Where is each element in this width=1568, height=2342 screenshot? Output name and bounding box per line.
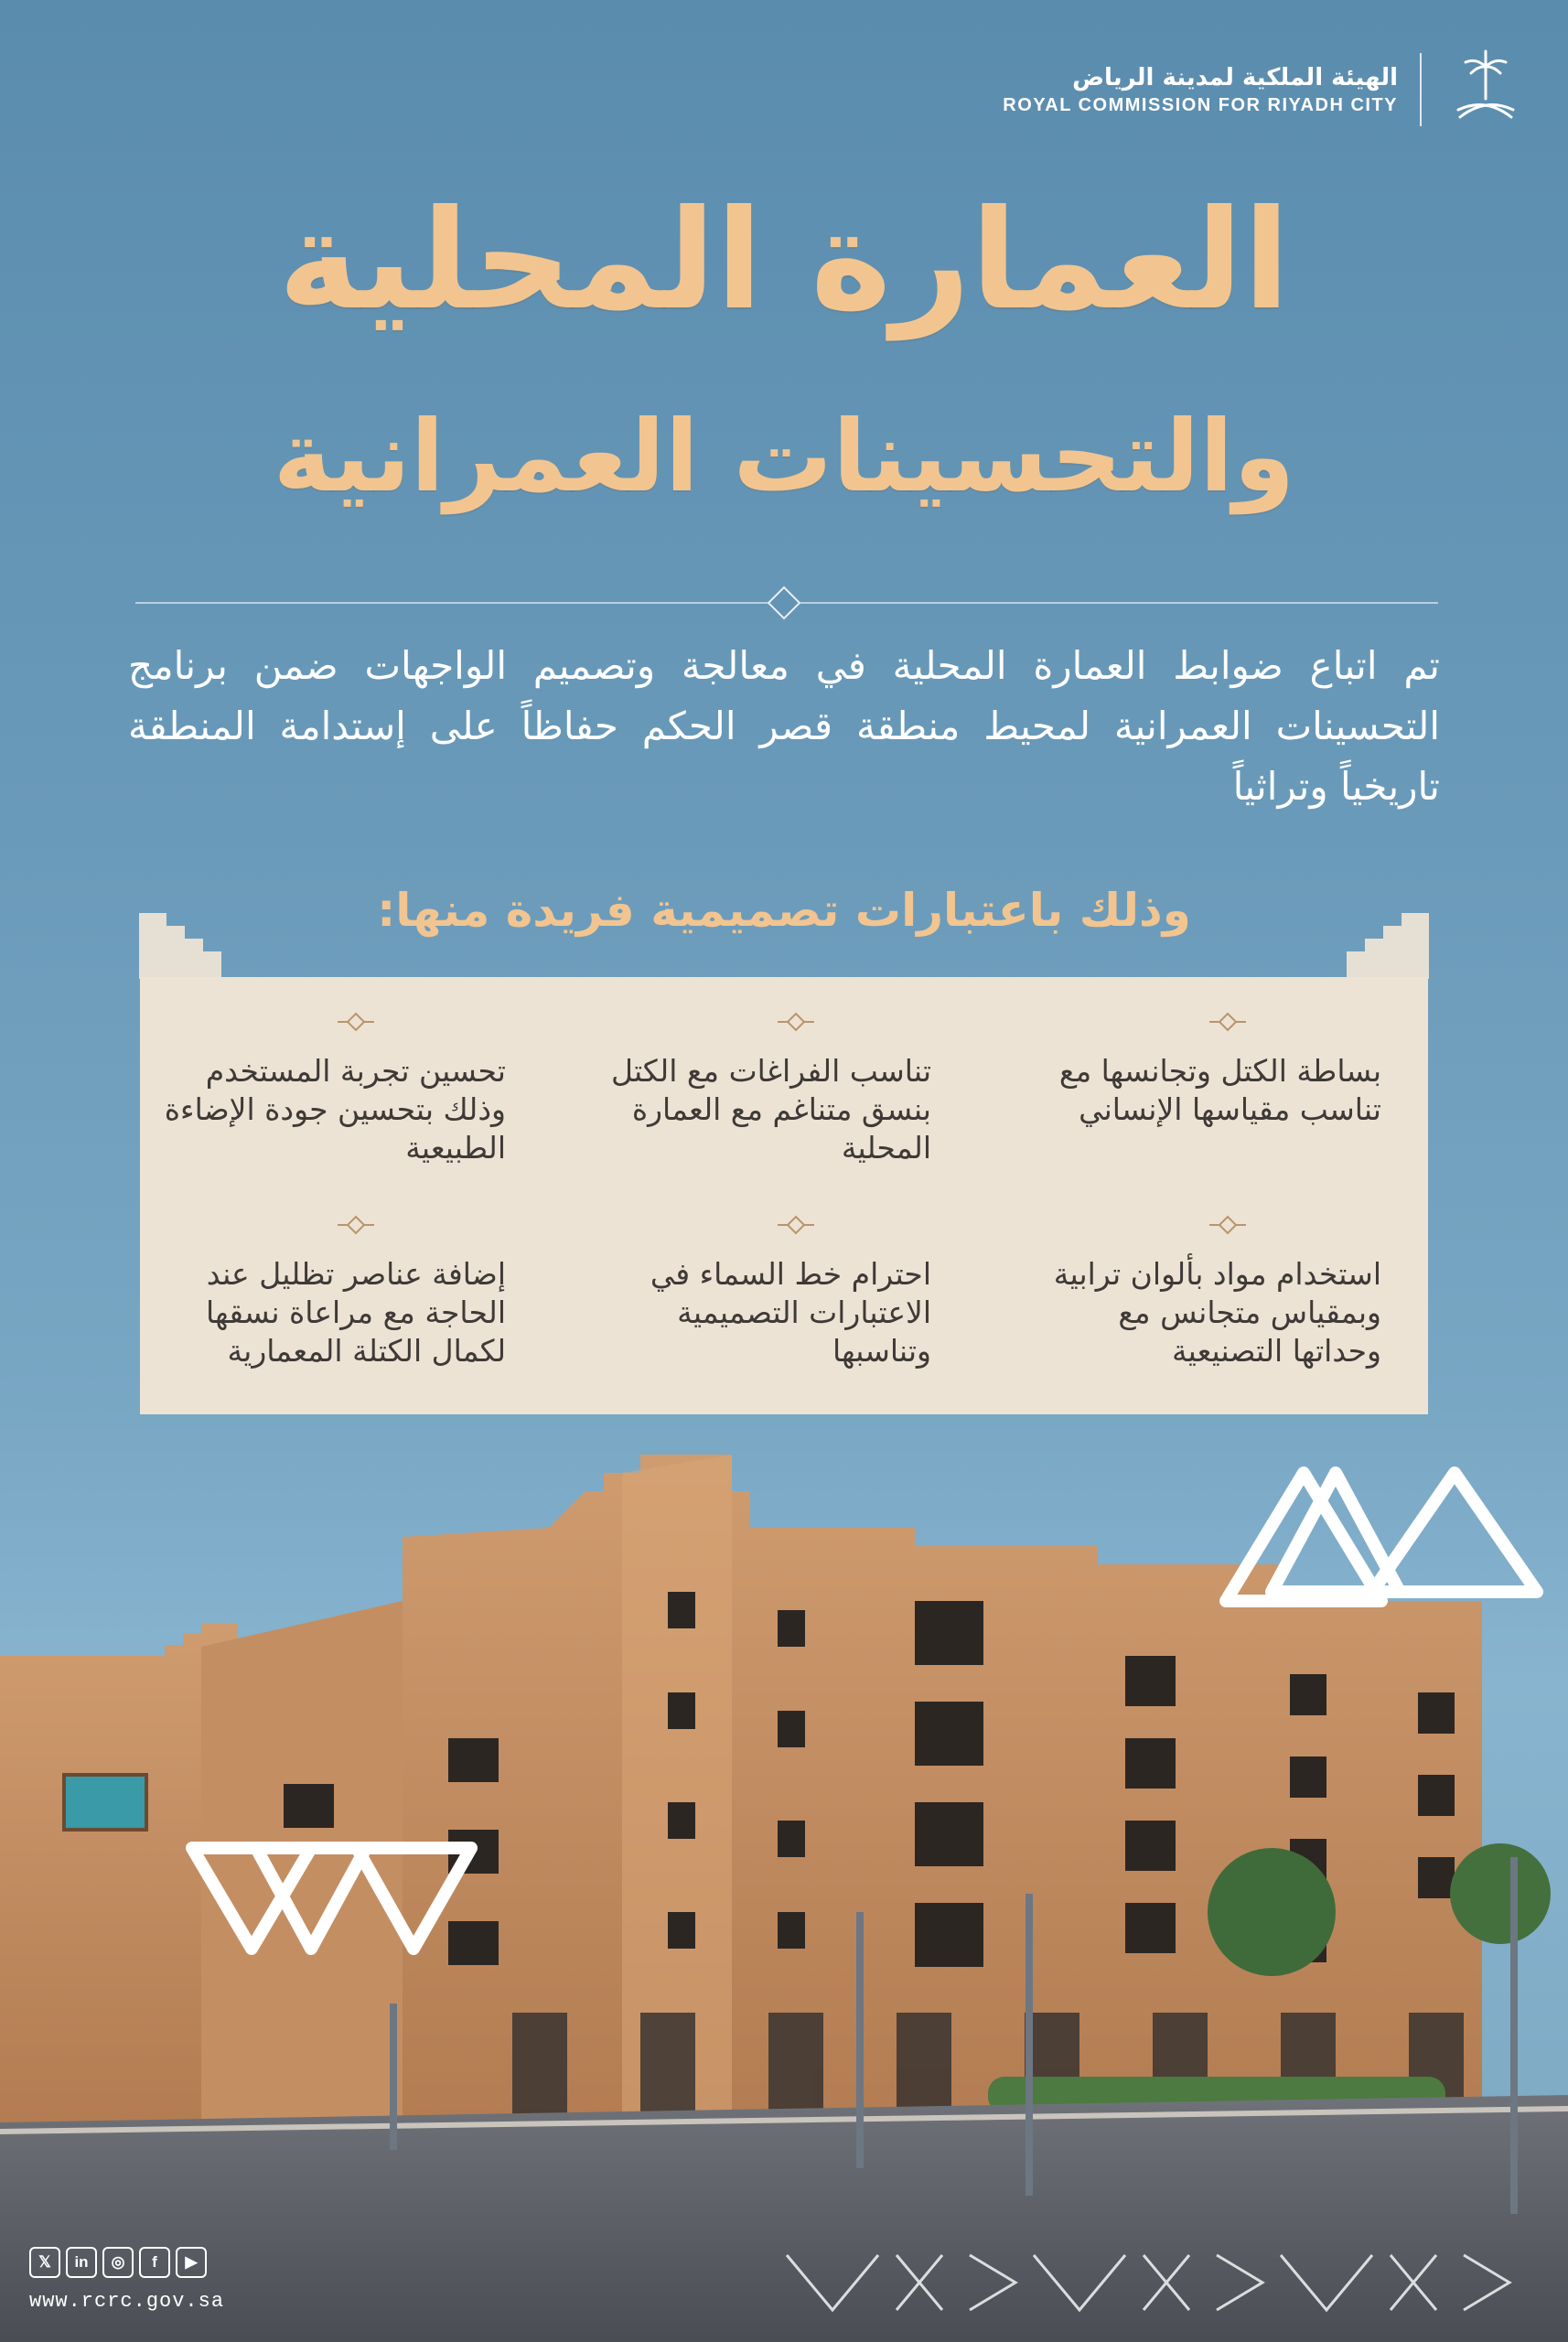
item-diamond-icon: [1209, 1213, 1246, 1237]
facebook-icon[interactable]: f: [139, 2247, 170, 2278]
building-photo: [0, 1436, 1568, 2342]
consideration-item: تناسب الفراغات مع الكتل بنسق متناغم مع العمارة المحلية: [610, 1053, 931, 1166]
item-diamond-icon: [778, 1010, 814, 1034]
org-name-english: ROYAL COMMISSION FOR RIYADH CITY: [1003, 94, 1398, 115]
consideration-item: بساطة الكتل وتجانسها مع تناسب مقياسها الإنساني: [1058, 1053, 1381, 1127]
youtube-icon[interactable]: ▶: [176, 2247, 207, 2278]
item-diamond-icon: [778, 1213, 814, 1237]
consideration-item: إضافة عناصر تظليل عند الحاجة مع مراعاة نسقها لكمال الكتلة المعمارية: [205, 1256, 506, 1369]
intro-paragraph: تم اتباع ضوابط العمارة المحلية في معالجة وتصميم الواجهات ضمن برنامج التحسينات العمرانية لمحيط منطقة قصر الحكم حفاظاً على إستدامة المنطقة تاريخياً وتراثياً: [128, 643, 1440, 809]
consideration-item: احترام خط السماء في الاعتبارات التصميمية وتناسبها: [650, 1256, 931, 1369]
item-diamond-icon: [338, 1010, 374, 1034]
social-icons: [29, 2247, 207, 2278]
item-diamond-icon: [1209, 1010, 1246, 1034]
org-logo: [1003, 44, 1531, 135]
x-icon[interactable]: 𝕏: [29, 2247, 60, 2278]
logo-divider: [1420, 53, 1422, 126]
main-title: العمارة المحلية: [277, 181, 1291, 340]
org-name-arabic: الهيئة الملكية لمدينة الرياض: [1072, 63, 1398, 91]
consideration-item: تحسين تجربة المستخدم وذلك بتحسين جودة الإضاءة الطبيعية: [164, 1053, 506, 1166]
divider-diamond-icon: [768, 586, 801, 620]
linkedin-icon[interactable]: in: [66, 2247, 97, 2278]
instagram-icon[interactable]: ◎: [102, 2247, 134, 2278]
website-link[interactable]: www.rcrc.gov.sa: [29, 2290, 225, 2313]
section-heading: وذلك باعتبارات تصميمية فريدة منها:: [377, 884, 1191, 937]
item-diamond-icon: [338, 1213, 374, 1237]
palm-swords-emblem-icon: [1440, 44, 1531, 135]
sub-title: والتحسينات العمرانية: [273, 400, 1295, 514]
consideration-item: استخدام مواد بألوان ترابية وبمقياس متجانس مع وحداتها التصنيعية: [1053, 1256, 1381, 1369]
